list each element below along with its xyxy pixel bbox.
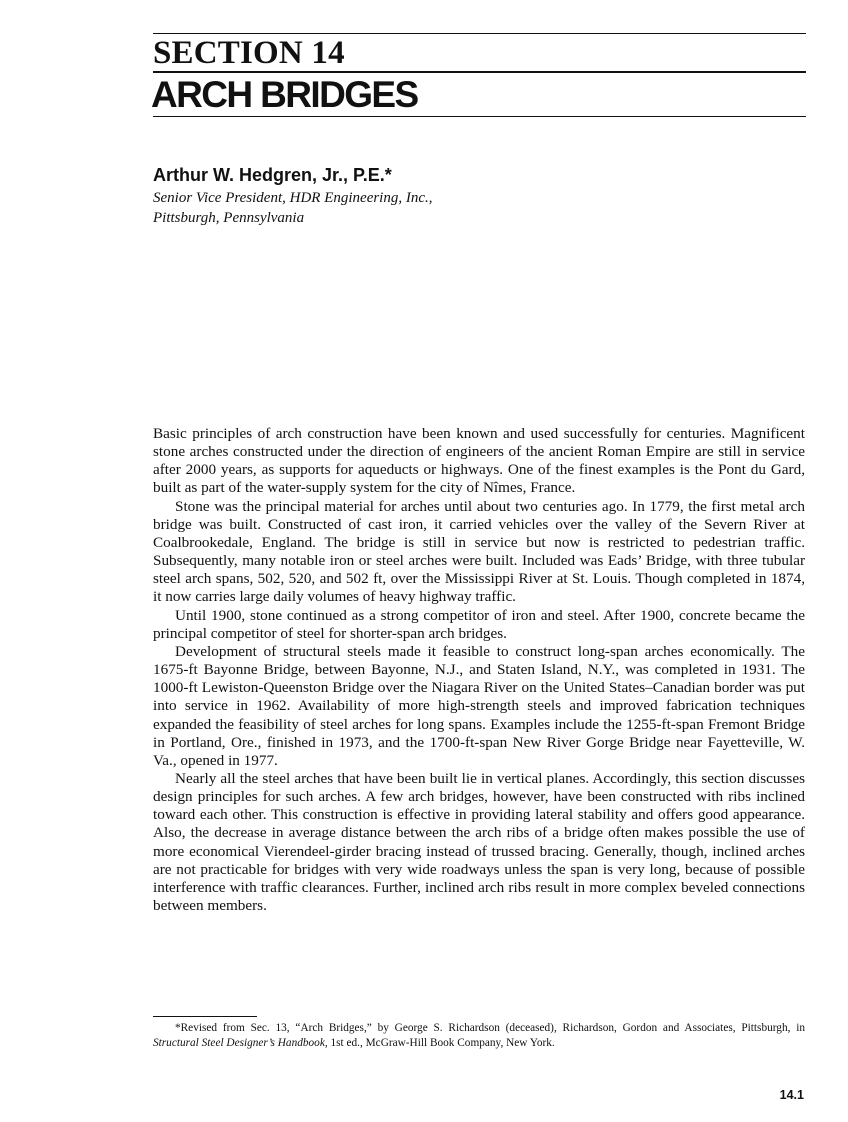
- header-middle-rule: [153, 71, 806, 73]
- author-name: Arthur W. Hedgren, Jr., P.E.*: [153, 165, 392, 185]
- author-affiliation-line-1: Senior Vice President, HDR Engineering, Inc.,: [153, 190, 433, 206]
- author-affiliation-line-2: Pittsburgh, Pennsylvania: [153, 210, 305, 226]
- section-title: ARCH BRIDGES: [151, 74, 418, 115]
- body-paragraph: Stone was the principal material for arches until about two centuries ago. In 1779, the first metal arch bridge was built. Constructed of cast iron, it carried vehicles over the valley of the Severn River at Coalbrookedale, England. The bridge is still in service but now is restricted to pedestrian traffic. Subsequently, many notable iron or steel arches were built. Included was Eads’ Bridge, with three tubular steel arch spans, 502, 520, and 502 ft, over the Mississippi River at St. Louis. Though completed in 1874, it now carries large daily volumes of heavy highway traffic.: [153, 497, 805, 606]
- body-paragraph: Until 1900, stone continued as a strong competitor of iron and steel. After 1900, concrete became the principal competitor of steel for shorter-span arch bridges.: [153, 606, 805, 642]
- footnote-book-title: Structural Steel Designer’s Handbook,: [153, 1036, 328, 1049]
- body-text: [153, 425, 805, 915]
- body-paragraph: Nearly all the steel arches that have been built lie in vertical planes. Accordingly, this section discusses design principles for such arches. A few arch bridges, however, have been constructed with ribs inclined toward each other. This construction is effective in providing lateral stability and offers good appearance. Also, the decrease in average distance between the arch ribs of a bridge often makes possible the use of more economical Vierendeel-girder bracing instead of trussed bracing. Generally, though, inclined arches are not practicable for bridges with very wide roadways unless the span is very long, because of possible interference with traffic clearances. Further, inclined arch ribs result in more complex beveled connections between members.: [153, 769, 805, 915]
- footnote-prefix: *Revised from Sec. 13, “Arch Bridges,” by George S. Richardson (deceased), Richardson, Gordon and Associates, Pittsburgh, in: [175, 1022, 805, 1034]
- footnote-suffix: 1st ed., McGraw-Hill Book Company, New York.: [327, 1036, 555, 1049]
- footnote-rule: [153, 1016, 257, 1017]
- body-paragraph: Basic principles of arch construction have been known and used successfully for centuries. Magnificent stone arches constructed under the direction of engineers of the ancient Roman Empire are still in service after 2000 years, as supports for aqueducts or highways. One of the finest examples is the Pont du Gard, built as part of the water-supply system for the city of Nîmes, France.: [153, 425, 805, 497]
- page-number: 14.1: [779, 1088, 804, 1102]
- section-number: SECTION 14: [153, 35, 345, 71]
- header-bottom-rule: [153, 116, 806, 117]
- footnote: [153, 1021, 805, 1050]
- body-paragraph: Development of structural steels made it feasible to construct long-span arches economically. The 1675-ft Bayonne Bridge, between Bayonne, N.J., and Staten Island, N.Y., was completed in 1931. The 1000-ft Lewiston-Queenston Bridge over the Niagara River on the United States–Canadian border was put into service in 1962. Availability of more high-strength steels and improved fabrication techniques expanded the feasibility of steel arches for long spans. Examples include the 1255-ft-span Fremont Bridge in Portland, Ore., finished in 1973, and the 1700-ft-span New River Gorge Bridge near Fayetteville, W. Va., opened in 1977.: [153, 642, 805, 769]
